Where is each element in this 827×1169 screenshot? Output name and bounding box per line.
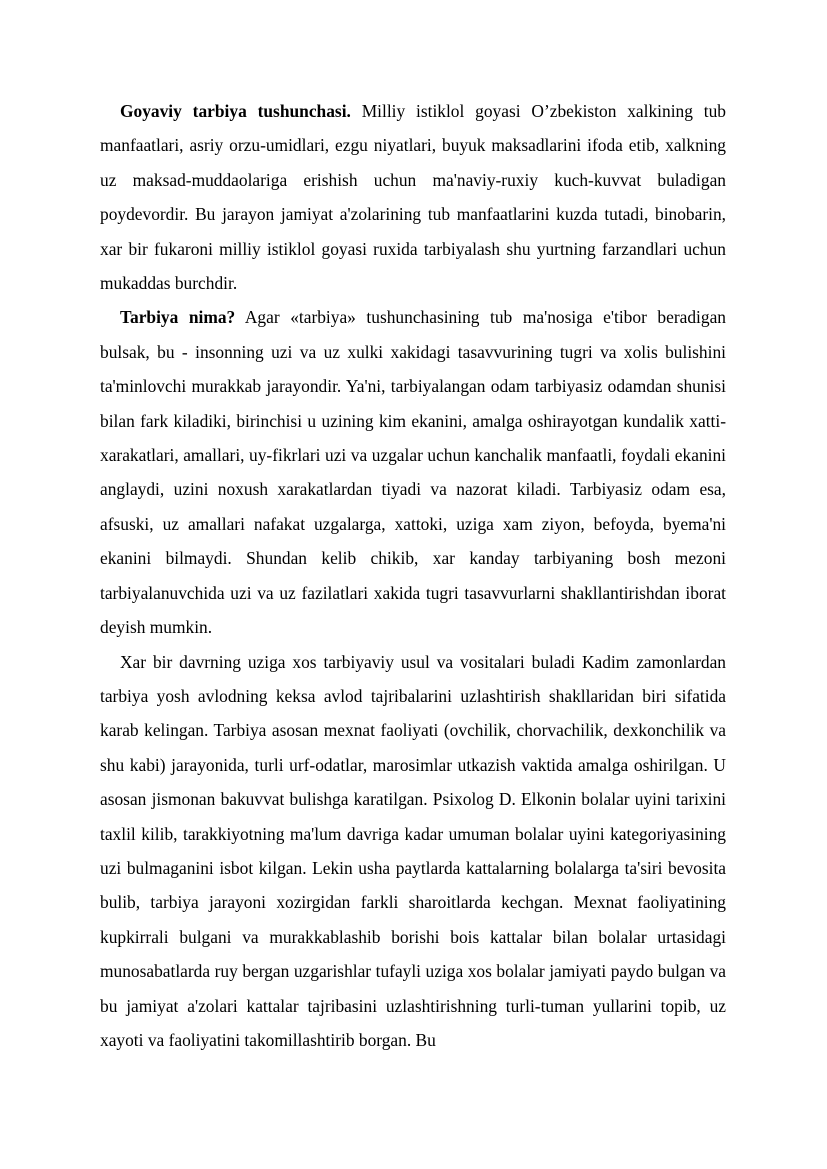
- paragraph-text: Agar «tarbiya» tushunchasining tub ma'nosiga e'tibor beradigan bulsak, bu - insonning uzi va uz xulki xakidagi tasavvurining tugri va xolis bulishini ta'minlovchi murakkab jarayondir. Ya'ni, tarbiyalangan odam tarbiyasiz odamdan shunisi bilan fark kiladiki, birinchisi u uzining kim ekanini, amalga oshirayotgan kundalik xatti-xarakatlari, amallari, uy-fikrlari uzi va uzgalar uchun kanchalik manfaatli, foydali ekanini anglaydi, uzini noxush xarakatlardan tiyadi va nazorat kiladi. Tarbiyasiz odam esa, afsuski, uz amallari nafakat uzgalarga, xattoki, uziga xam ziyon, befoyda, byema'ni ekanini bilmaydi. Shundan kelib chikib, xar kanday tarbiyaning bosh mezoni tarbiyalanuvchida uzi va uz fazilatlari xakida tugri tasavvurlarni shakllantirishdan iborat deyish mumkin.: [100, 307, 726, 638]
- paragraph-goyaviy-tarbiya: [100, 94, 726, 300]
- paragraph-heading: Goyaviy tarbiya tushunchasi.: [120, 101, 351, 121]
- paragraph-text: Xar bir davrning uziga xos tarbiyaviy usul va vositalari buladi Kadim zamonlardan tarbiya yosh avlodning keksa avlod tajribalarini uzlashtirish shakllaridan biri sifatida karab kelingan. Tarbiya asosan mexnat faoliyati (ovchilik, chorvachilik, dexkonchilik va shu kabi) jarayonida, turli urf-odatlar, marosimlar utkazish vaktida amalga oshirilgan. U asosan jismonan bakuvvat bulishga karatilgan. Psixolog D. Elkonin bolalar uyini tarixini taxlil kilib, tarakkiyotning ma'lum davriga kadar umuman bolalar uyini kategoriyasining uzi bulmaganini isbot kilgan. Lekin usha paytlarda kattalarning bolalarga ta'siri bevosita bulib, tarbiya jarayoni xozirgidan farkli sharoitlarda kechgan. Mexnat faoliyatining kupkirrali bulgani va murakkablashib borishi bois kattalar bilan bolalar urtasidagi munosabatlarda ruy bergan uzgarishlar tufayli uziga xos bolalar jamiyati paydo bulgan va bu jamiyat a'zolari kattalar tajribasini uzlashtirishning turli-tuman yullarini topib, uz xayoti va faoliyatini takomillashtirib borgan. Bu: [100, 651, 726, 1050]
- body-text: [100, 94, 726, 1057]
- paragraph-tarbiya-nima: [100, 300, 726, 644]
- paragraph-heading: Tarbiya nima?: [120, 307, 236, 328]
- paragraph-xar-bir-davr: [100, 645, 726, 1058]
- paragraph-text: Milliy istiklol goyasi O’zbekiston xalkining tub manfaatlari, asriy orzu-umidlari, ezgu niyatlari, buyuk maksadlarini ifoda etib, xalkning uz maksad-muddaolariga erishish uchun ma'naviy-ruxiy kuch-kuvvat buladigan poydevordir. Bu jarayon jamiyat a'zolarining tub manfaatlarini kuzda tutadi, binobarin, xar bir fukaroni milliy istiklol goyasi ruxida tarbiyalash shu yurtning farzandlari uchun mukaddas burchdir.: [100, 101, 726, 294]
